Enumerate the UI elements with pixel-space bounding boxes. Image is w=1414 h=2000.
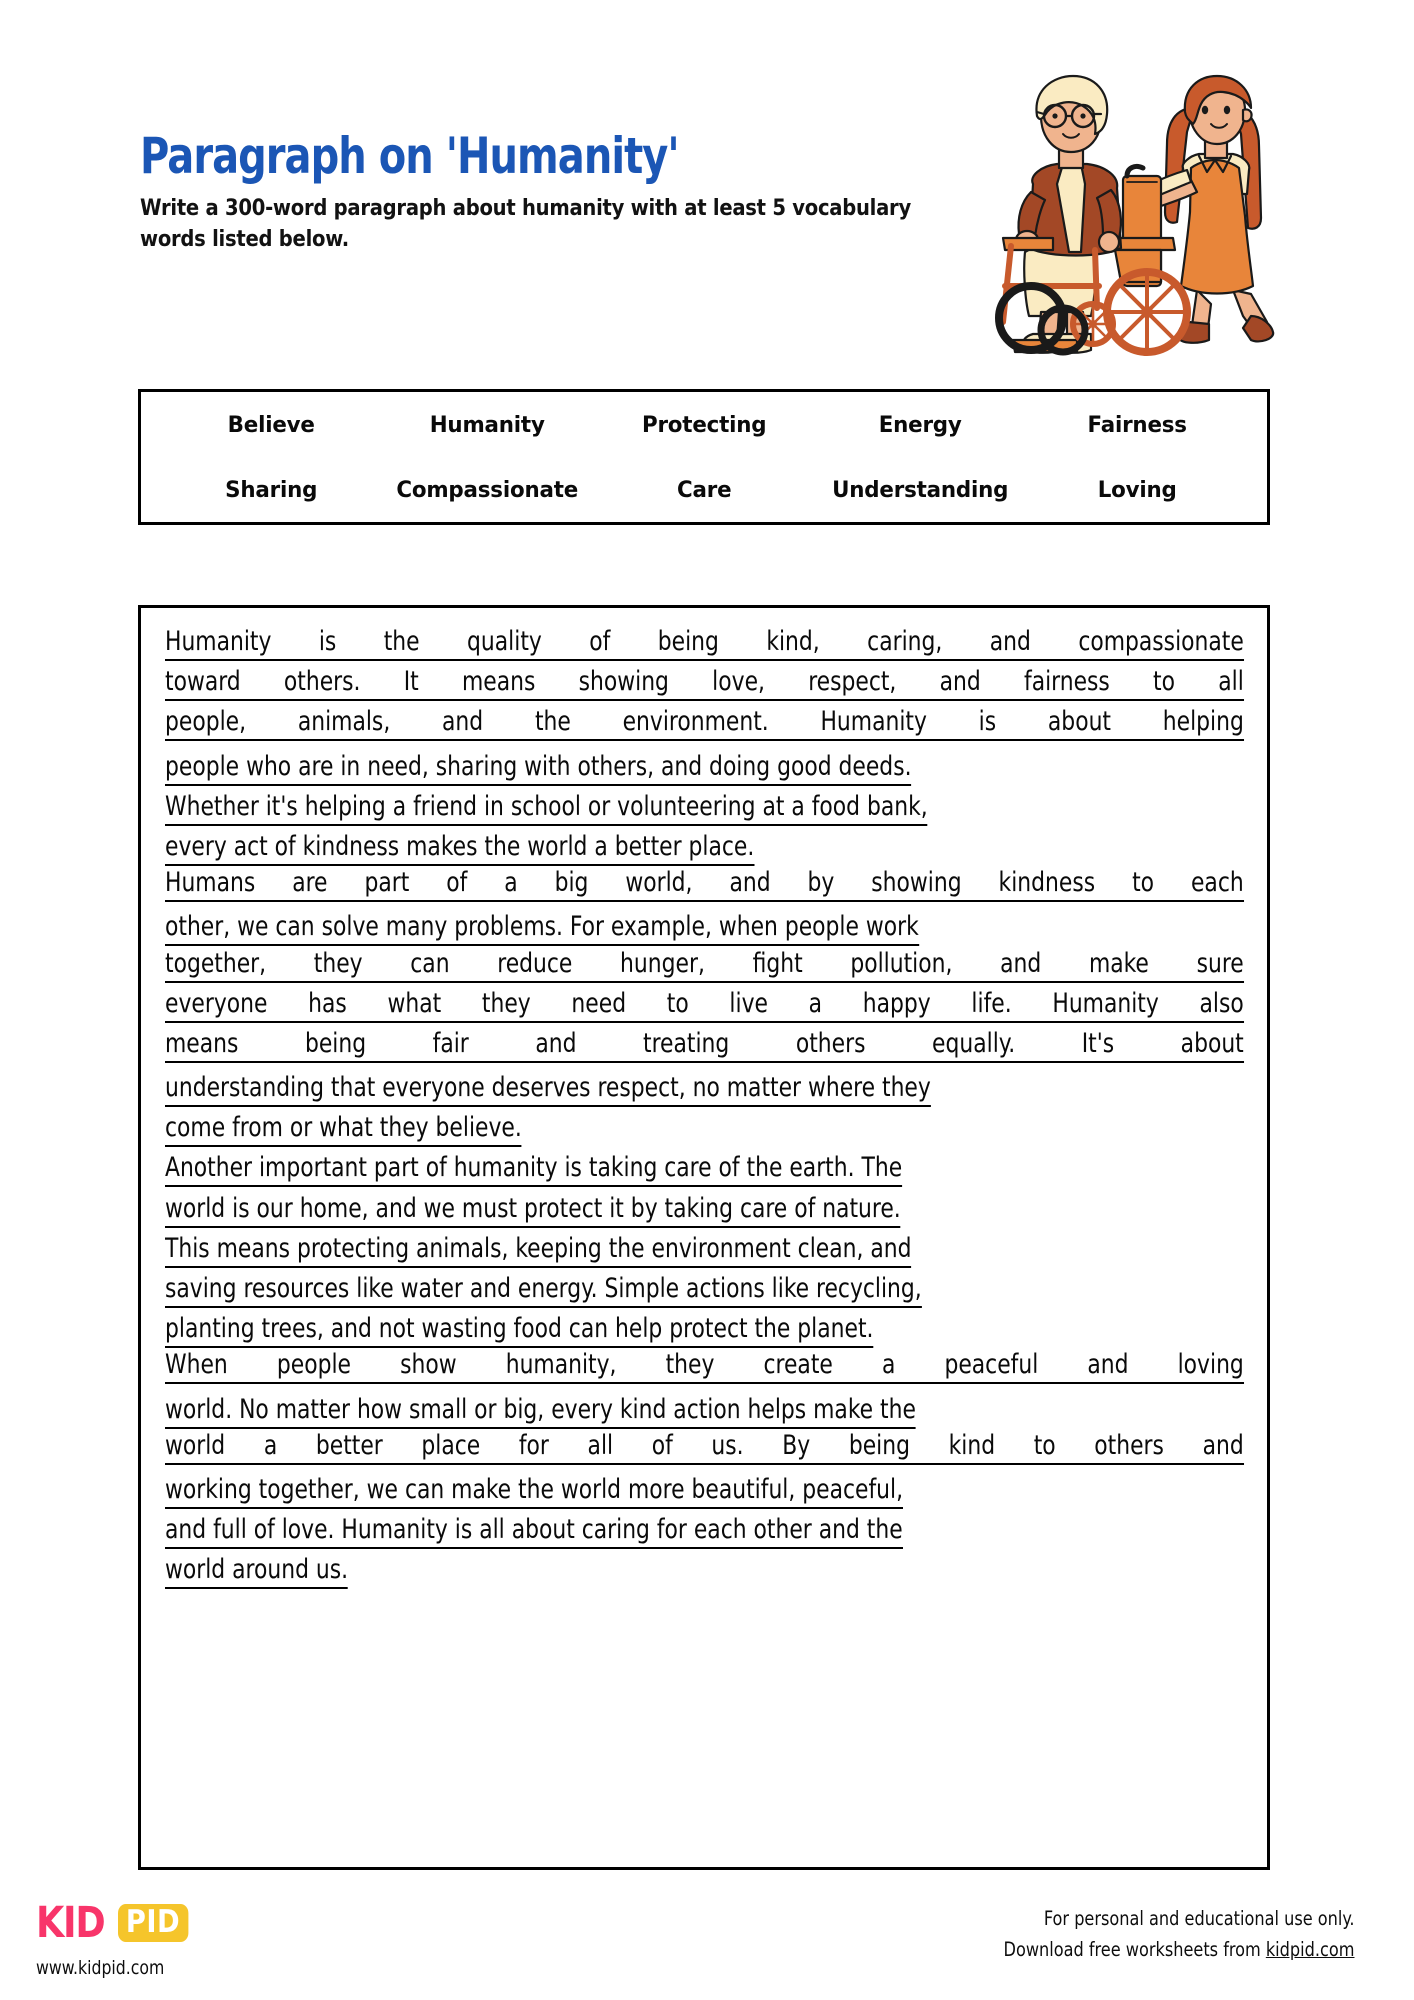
essay-line: working together, we can make the world more beautiful, peaceful,	[165, 1470, 1244, 1510]
vocabulary-row-2	[141, 457, 1267, 522]
essay-paragraph	[165, 867, 1243, 1148]
essay-paragraph	[165, 1148, 1243, 1349]
essay-line: other, we can solve many problems. For example, when people work	[165, 907, 1244, 947]
essay-line: people, animals, and the environment. Humanity is about helping	[165, 706, 1244, 746]
essay-line: world is our home, and we must protect it by taking care of nature.	[165, 1189, 1244, 1229]
page-instruction	[140, 193, 970, 257]
essay-line: Whether it's helping a friend in school or volunteering at a food bank,	[165, 787, 1244, 827]
essay-line: toward others. It means showing love, respect, and fairness to all	[165, 666, 1244, 706]
footer-note-line-1: For personal and educational use only.	[1043, 1907, 1354, 1930]
essay-paragraph	[165, 1349, 1243, 1590]
kidpid-logo	[36, 1898, 266, 1979]
vocabulary-word: Fairness	[1087, 411, 1187, 438]
page-title: Paragraph on 'Humanity'	[140, 127, 679, 185]
vocabulary-word: Sharing	[225, 476, 318, 503]
essay-line: world a better place for all of us. By being kind to others and	[165, 1430, 1244, 1470]
essay-line: come from or what they believe.	[165, 1108, 1244, 1148]
essay-line: Humans are part of a big world, and by showing kindness to each	[165, 867, 1244, 907]
footer-note-prefix: Download free worksheets from	[1003, 1938, 1266, 1961]
essay-line: When people show humanity, they create a peaceful and loving	[165, 1349, 1244, 1389]
essay-line: every act of kindness makes the world a better place.	[165, 827, 1244, 867]
vocabulary-word: Loving	[1097, 476, 1177, 503]
essay-line: planting trees, and not wasting food can help protect the planet.	[165, 1309, 1244, 1349]
footer-note-line-2	[1003, 1934, 1354, 1965]
essay-line: together, they can reduce hunger, fight pollution, and make sure	[165, 948, 1244, 988]
vocabulary-word: Compassionate	[396, 476, 579, 503]
essay-answer-area[interactable]	[138, 605, 1270, 1870]
vocabulary-word: Understanding	[832, 476, 1009, 503]
essay-line: means being fair and treating others equally. It's about	[165, 1028, 1244, 1068]
helping-illustration	[975, 72, 1305, 362]
logo-website-url: www.kidpid.com	[36, 1957, 165, 1979]
essay-line: saving resources like water and energy. Simple actions like recycling,	[165, 1269, 1244, 1309]
vocabulary-word: Protecting	[641, 411, 767, 438]
essay-line: and full of love. Humanity is all about caring for each other and the	[165, 1510, 1244, 1550]
logo-text-kid: KID	[36, 1897, 105, 1948]
essay-line: people who are in need, sharing with others, and doing good deeds.	[165, 747, 1244, 787]
logo-text-pid: PID	[118, 1904, 188, 1942]
essay-line: understanding that everyone deserves respect, no matter where they	[165, 1068, 1244, 1108]
essay-line: This means protecting animals, keeping the environment clean, and	[165, 1229, 1244, 1269]
essay-line: world around us.	[165, 1550, 1244, 1590]
kidpid-link[interactable]: kidpid.com	[1265, 1938, 1354, 1961]
essay-line: Another important part of humanity is taking care of the earth. The	[165, 1148, 1244, 1188]
essay-line: world. No matter how small or big, every kind action helps make the	[165, 1390, 1244, 1430]
vocabulary-word-bank	[138, 389, 1270, 525]
essay-line: Humanity is the quality of being kind, caring, and compassionate	[165, 626, 1244, 666]
logo-mark	[36, 1898, 266, 1948]
essay-line: everyone has what they need to live a happy life. Humanity also	[165, 988, 1244, 1028]
vocabulary-word: Believe	[227, 411, 315, 438]
instruction-line-2: vocabulary words listed below.	[140, 194, 911, 253]
vocabulary-word: Energy	[878, 411, 962, 438]
instruction-line-1: Write a 300-word paragraph about humanity with at least 5	[140, 194, 786, 221]
vocabulary-word: Care	[676, 476, 732, 503]
footer-usage-note	[1003, 1903, 1354, 1965]
vocabulary-word: Humanity	[430, 411, 546, 438]
vocabulary-row-1	[141, 392, 1267, 457]
essay-paragraph	[165, 626, 1243, 867]
worksheet-header	[140, 127, 970, 256]
